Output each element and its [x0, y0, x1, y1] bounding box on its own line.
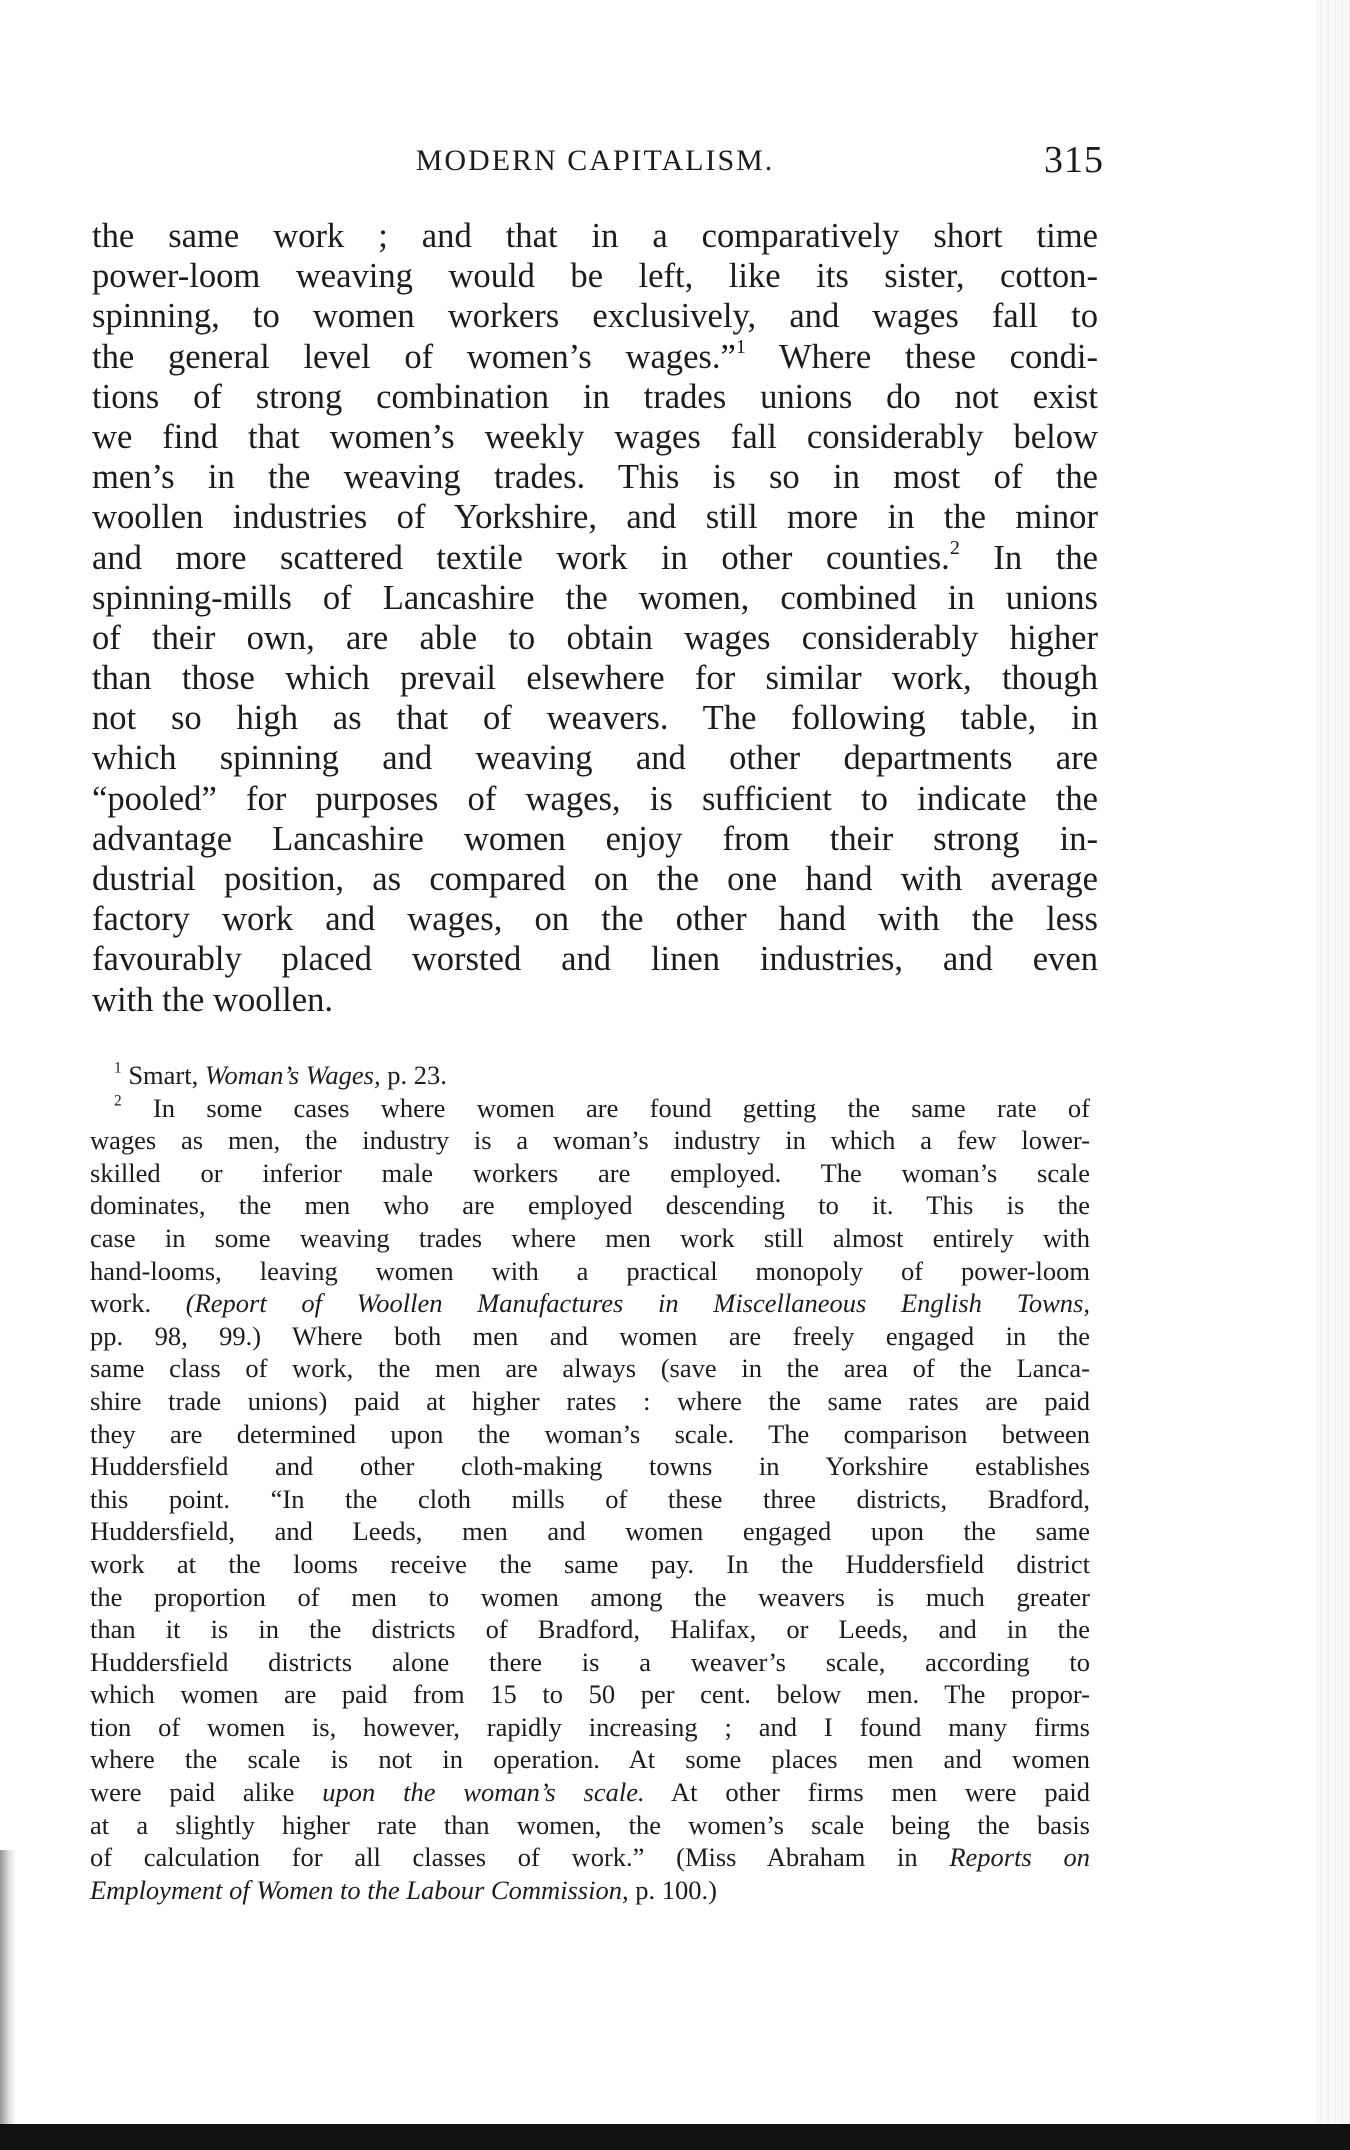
footnote-line: than it is in the districts of Bradford, Halifax, or Leeds, and in the [90, 1614, 1090, 1645]
footnote-line: Huddersfield districts alone there is a weaver’s scale, according to [90, 1646, 1090, 1677]
footnote-line: this point. “In the cloth mills of these three districts, Bradford, [90, 1483, 1090, 1514]
footnote-line [90, 1874, 1090, 1907]
footnote-line: the proportion of men to women among the weavers is much greater [90, 1581, 1090, 1612]
page-edge-right [1316, 0, 1350, 2150]
footnote-line: Huddersfield, and Leeds, men and women engaged upon the same [90, 1516, 1090, 1547]
footnote-line: shire trade unions) paid at higher rates : where the same rates are paid [90, 1385, 1090, 1416]
footnote-line-text: were paid alike [90, 1777, 295, 1808]
body-line-text: the general level of women’s wages.” [92, 337, 736, 376]
footnote-page: p. 23. [387, 1060, 447, 1090]
footnote-1 [90, 1059, 1090, 1092]
body-line [92, 337, 1098, 377]
footnote-emphasis: Reports on [949, 1842, 1090, 1873]
footnote-line: same class of work, the men are always (save in the area of the Lanca- [90, 1353, 1090, 1384]
footnote-line: at a slightly higher rate than women, the women’s scale being the basis [90, 1809, 1090, 1840]
footnote-2-first-line [90, 1092, 1090, 1125]
footnote-line: work at the looms receive the same pay. In the Huddersfield district [90, 1548, 1090, 1579]
body-line: of their own, are able to obtain wages considerably higher [92, 618, 1098, 657]
body-line: power-loom weaving would be left, like its sister, cotton- [92, 257, 1098, 296]
footnote-line: pp. 98, 99.) Where both men and women are freely engaged in the [90, 1320, 1090, 1351]
footnote-line: they are determined upon the woman’s scale. The comparison between [90, 1418, 1090, 1449]
footnote-line: skilled or inferior male workers are employed. The woman’s scale [90, 1157, 1090, 1188]
body-line: with the woollen. [92, 980, 334, 1019]
footnote-line: wages as men, the industry is a woman’s industry in which a few lower- [90, 1125, 1090, 1156]
footnote-ref-1: 1 [735, 335, 746, 358]
body-line: which spinning and weaving and other departments are [92, 739, 1098, 778]
footnote-line: hand-looms, leaving women with a practical monopoly of power-loom [90, 1255, 1090, 1286]
page-edge-left [0, 1850, 16, 2150]
footnotes [90, 1059, 1090, 1906]
body-line: we find that women’s weekly wages fall considerably below [92, 417, 1098, 456]
footnote-line-text: At other firms men were paid [671, 1777, 1090, 1808]
body-line: not so high as that of weavers. The following table, in [92, 699, 1098, 738]
body-line: the same work ; and that in a comparatively short time [92, 217, 1098, 255]
footnote-line [90, 1776, 1090, 1809]
body-line-text: In the [993, 538, 1098, 577]
footnote-line: where the scale is not in operation. At some places men and women [90, 1744, 1090, 1775]
body-line: factory work and wages, on the other hand with the less [92, 900, 1098, 939]
footnote-line [90, 1287, 1090, 1320]
footnote-author: Smart, [128, 1060, 199, 1090]
body-line: woollen industries of Yorkshire, and still more in the minor [92, 498, 1098, 537]
body-line: spinning-mills of Lancashire the women, combined in unions [92, 578, 1098, 617]
body-line-text: Where these condi- [779, 337, 1099, 376]
footnote-line: which women are paid from 15 to 50 per cent. below men. The propor- [90, 1679, 1090, 1710]
footnote-line-text: In some cases where women are found getting the same rate of [152, 1092, 1091, 1123]
report-citation: (Report of Woollen Manufactures in Miscellaneous English Towns, [185, 1288, 1090, 1319]
footnote-marker: 1 [114, 1059, 122, 1077]
body-line: favourably placed worsted and linen industries, and even [92, 940, 1098, 979]
body-line: men’s in the weaving trades. This is so in most of the [92, 458, 1098, 497]
footnote-line-text: work. [90, 1288, 152, 1319]
body-line: advantage Lancashire women enjoy from their strong in- [92, 819, 1098, 858]
scan-bottom-edge [0, 2124, 1350, 2150]
footnote-title: Woman’s Wages, [204, 1060, 381, 1090]
running-head: MODERN CAPITALISM. [415, 144, 775, 177]
body-text [92, 216, 1098, 1020]
body-line: than those which prevail elsewhere for similar work, though [92, 659, 1098, 698]
body-line: “pooled” for purposes of wages, is sufficient to indicate the [92, 779, 1098, 818]
footnote-emphasis: upon the woman’s scale. [322, 1777, 645, 1808]
footnote-emphasis: Employment of Women to the Labour Commission, [90, 1874, 629, 1905]
footnote-line: case in some weaving trades where men work still almost entirely with [90, 1222, 1090, 1253]
footnote-line: tion of women is, however, rapidly increasing ; and I found many firms [90, 1711, 1090, 1742]
footnote-marker: 2 [114, 1092, 122, 1110]
body-line: spinning, to women workers exclusively, and wages fall to [92, 297, 1098, 336]
body-line: tions of strong combination in trades unions do not exist [92, 377, 1098, 416]
body-line: dustrial position, as compared on the one hand with average [92, 860, 1098, 898]
footnote-line-text: p. 100.) [635, 1874, 717, 1905]
footnote-line-text: of calculation for all classes of work.” (Miss Abraham in [90, 1842, 918, 1873]
page-number: 315 [1044, 139, 1104, 181]
footnote-ref-2: 2 [949, 536, 960, 559]
body-line [92, 538, 1098, 578]
footnote-line: dominates, the men who are employed descending to it. This is the [90, 1190, 1090, 1221]
body-line-text: and more scattered textile work in other counties. [92, 538, 950, 577]
footnote-line: Huddersfield and other cloth-making towns in Yorkshire establishes [90, 1451, 1090, 1482]
footnote-line [90, 1841, 1090, 1874]
page-header [92, 138, 1104, 184]
